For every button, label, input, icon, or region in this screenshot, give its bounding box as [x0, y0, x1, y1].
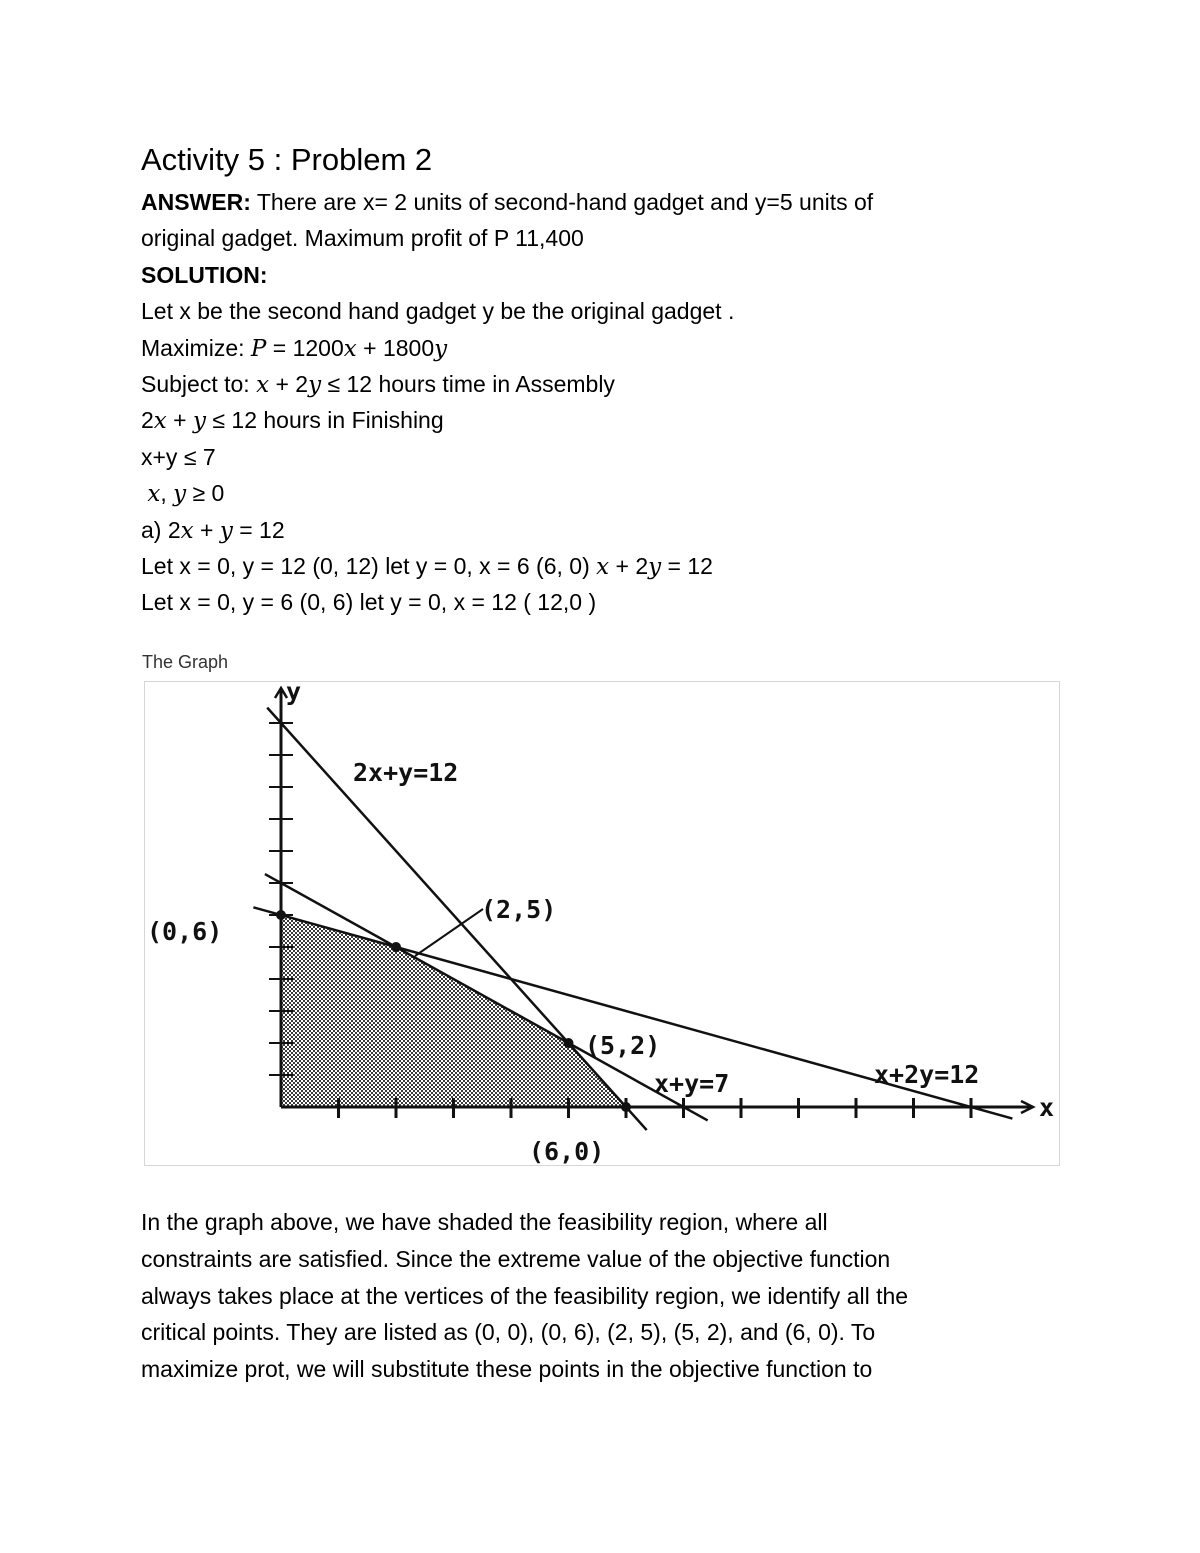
math-var-y: y [308, 371, 322, 398]
paragraph-line: In the graph above, we have shaded the feasibility region, where all [141, 1209, 828, 1235]
intercepts-line-b: Let x = 0, y = 6 (0, 6) let y = 0, x = 12 ( 12,0 ) [141, 589, 597, 616]
objective-plus: + 1800 [356, 334, 435, 361]
line-label-total: x+y=7 [654, 1069, 730, 1098]
explanation-paragraph [141, 1204, 1071, 1388]
graph-caption: The Graph [142, 652, 229, 672]
graph-figure [144, 681, 1060, 1166]
paragraph-line: maximize prot, we will substitute these points in the objective function to [141, 1356, 873, 1383]
vertex-marker [621, 1102, 631, 1112]
finishing-pre: 2 [141, 407, 154, 434]
answer-label: ANSWER: [141, 189, 251, 215]
math-var-y: y [219, 517, 233, 544]
answer-line-2: original gadget. Maximum profit of P 11,400 [141, 225, 584, 252]
objective-function-line [141, 330, 1061, 366]
maximize-label: Maximize: [141, 334, 245, 361]
solution-block [141, 184, 1061, 621]
let-a-text: Let x = 0, y = 12 (0, 12) let y = 0, x = 6 (6, 0) [141, 552, 597, 579]
math-var-x: x [596, 553, 610, 580]
line-label-finishing: 2x+y=12 [353, 758, 459, 787]
vertex-marker [391, 942, 401, 952]
feasible-region [281, 915, 626, 1107]
line-label-assembly: x+2y=12 [874, 1060, 980, 1089]
point-label-2-5: (2,5) [481, 895, 557, 924]
part-a-pre: a) 2 [141, 516, 181, 543]
math-var-x: x [180, 517, 194, 544]
math-var-y: y [193, 408, 206, 435]
math-var-x: x [153, 408, 167, 435]
point-label-0-6: (0,6) [147, 917, 223, 946]
pointer-line-2-5 [415, 909, 483, 956]
page-title: Activity 5 : Problem 2 [141, 142, 433, 177]
math-var-y: y [434, 335, 448, 362]
part-a-plus: + [193, 516, 220, 543]
math-var-y: y [648, 553, 662, 580]
objective-eq: = 1200 [266, 334, 344, 361]
math-var-x: x [343, 335, 357, 362]
subject-to-label: Subject to: [141, 370, 250, 397]
math-var-x: x [147, 481, 161, 508]
constraint-plus: + 2 [269, 370, 309, 397]
solution-label: SOLUTION: [141, 261, 268, 288]
nonneg-comma: , [160, 480, 174, 507]
part-a-rest: = 12 [232, 516, 285, 543]
vertex-marker [276, 910, 286, 920]
point-label-6-0: (6,0) [529, 1137, 605, 1164]
axis-x-label: x [1039, 1093, 1055, 1122]
paragraph-line: critical points. They are listed as (0, 0), (0, 6), (2, 5), (5, 2), and (6, 0). To [141, 1319, 876, 1346]
point-label-5-2: (5,2) [585, 1031, 661, 1060]
constraint-assembly-line [141, 366, 1061, 402]
feasible-region-graph [145, 682, 1058, 1164]
answer-line-1 [141, 184, 1061, 220]
finishing-rest: ≤ 12 hours in Finishing [206, 407, 444, 434]
let-a-rest: = 12 [661, 552, 713, 579]
nonneg-rest: ≥ 0 [186, 480, 225, 507]
nonnegativity-line [141, 475, 1061, 511]
let-definition-line: Let x be the second hand gadget y be the original gadget . [141, 298, 735, 325]
paragraph-line: constraints are satisfied. Since the extreme value of the objective function [141, 1245, 891, 1272]
constraint-total-line: x+y ≤ 7 [141, 443, 216, 470]
math-var-p: P [250, 335, 267, 362]
part-a-line [141, 512, 1061, 548]
let-a-plus: + 2 [609, 552, 649, 579]
constraint-rest: ≤ 12 hours time in Assembly [321, 370, 615, 397]
finishing-plus: + [166, 407, 193, 434]
vertex-marker [564, 1038, 574, 1048]
paragraph-line: always takes place at the vertices of the feasibility region, we identify all the [141, 1282, 909, 1309]
intercepts-line-a [141, 548, 1061, 584]
math-var-x: x [256, 371, 270, 398]
constraint-finishing-line [141, 402, 1061, 438]
math-var-y: y [173, 481, 187, 508]
axis-y-label: y [286, 682, 302, 706]
answer-text-1: There are x= 2 units of second-hand gadget and y=5 units of [256, 189, 874, 215]
